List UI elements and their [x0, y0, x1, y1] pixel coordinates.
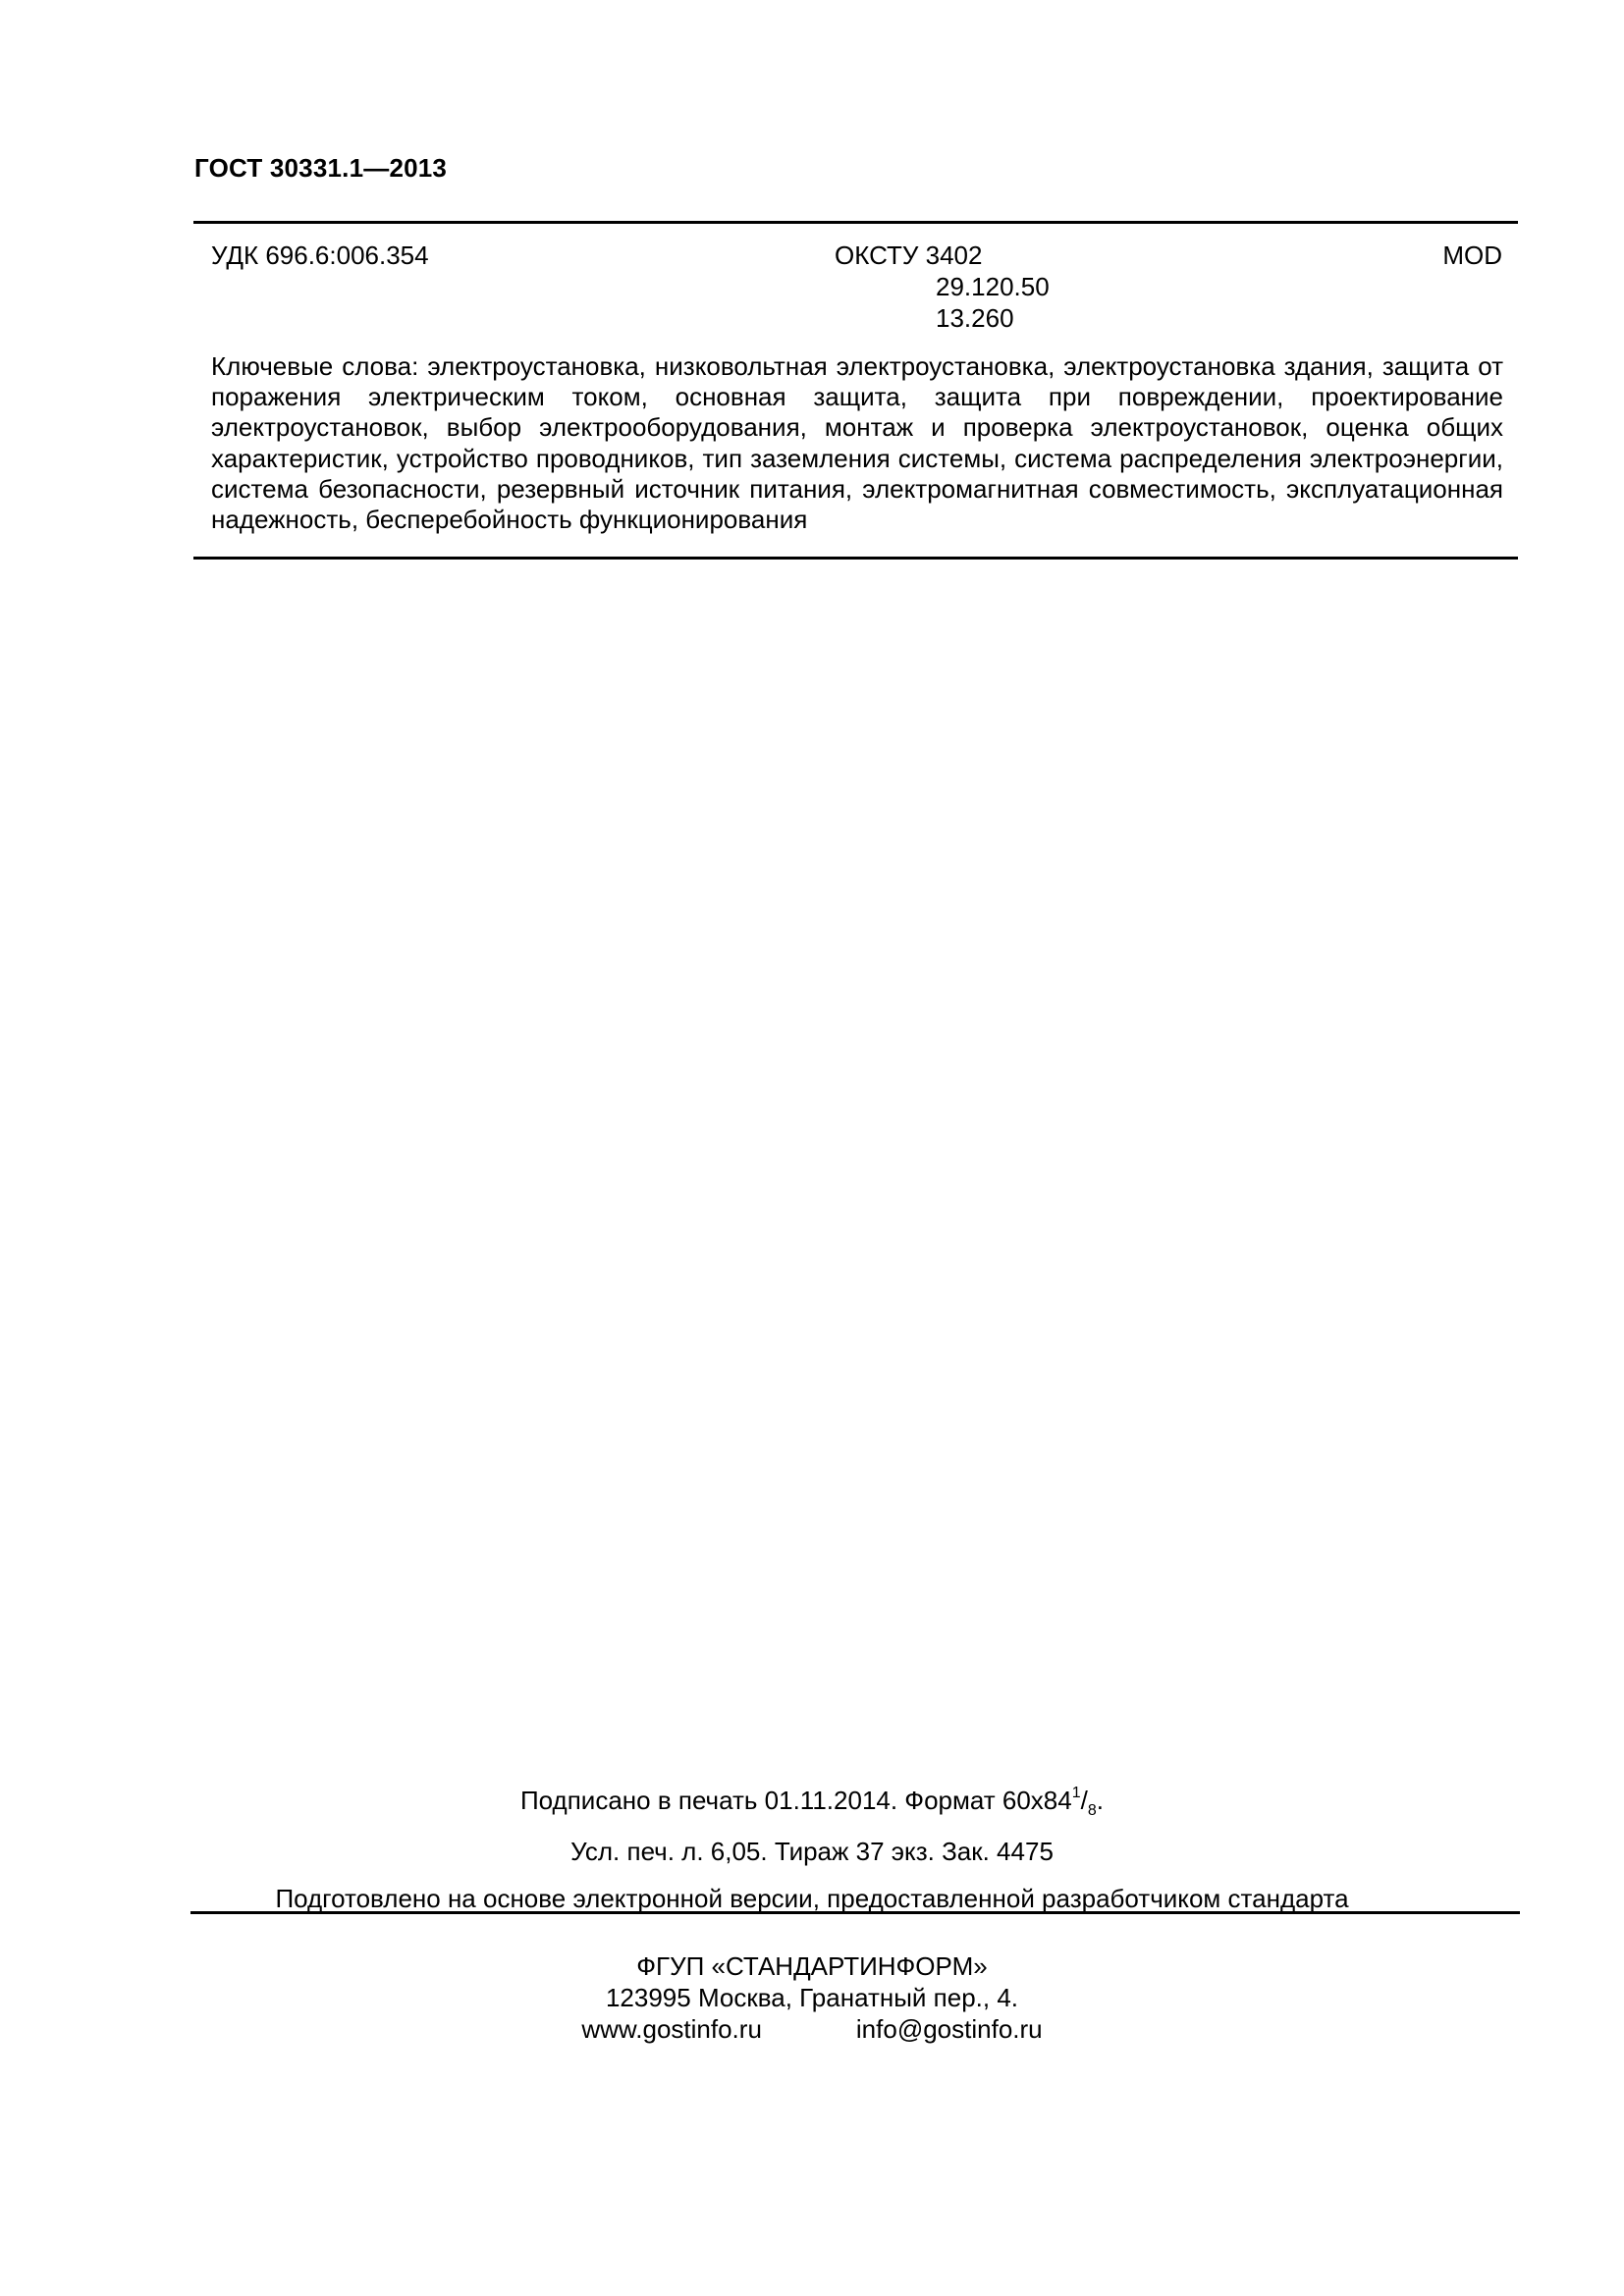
format-separator: /: [1080, 1786, 1088, 1815]
publisher-address: 123995 Москва, Гранатный пер., 4.: [605, 1983, 1019, 2012]
oksty-code: 29.120.50: [936, 272, 1050, 301]
format-denominator: 8: [1087, 1802, 1097, 1819]
signed-for-print-line: [0, 1785, 1624, 1819]
keywords-bottom-divider: [193, 557, 1518, 560]
prepared-note: Подготовлено на основе электронной версии, предоставленной разработчиком стандарта: [275, 1884, 1349, 1913]
email-link[interactable]: info@gostinfo.ru: [855, 2014, 1043, 2044]
signed-for-print-suffix: .: [1096, 1786, 1105, 1815]
oksty-block: [835, 240, 1050, 334]
publisher-name: ФГУП «СТАНДАРТИНФОРМ»: [636, 1951, 988, 1981]
format-fraction: [1071, 1785, 1097, 1819]
website-link[interactable]: www.gostinfo.ru: [581, 2014, 762, 2044]
top-divider: [193, 221, 1518, 224]
oksty-label: ОКСТУ 3402: [835, 240, 983, 270]
footer-divider: [190, 1911, 1520, 1914]
format-numerator: 1: [1071, 1785, 1081, 1801]
oksty-code: 13.260: [936, 303, 1014, 333]
mod-designation: MOD: [1442, 240, 1502, 270]
standard-number: ГОСТ 30331.1—2013: [194, 153, 448, 183]
signed-for-print-text: Подписано в печать 01.11.2014. Формат 60x84: [519, 1786, 1072, 1815]
udk-code: УДК 696.6:006.354: [211, 240, 429, 270]
print-info-line: Усл. печ. л. 6,05. Тираж 37 экз. Зак. 4475: [570, 1837, 1054, 1866]
publisher-contacts: [0, 2013, 1624, 2045]
keywords-paragraph: Ключевые слова: электроустановка, низковольтная электроустановка, электроустановка здания, защита от поражения электрическим током, основная защита, защита при повреждении, проектирование электроустановок, выбор электрооборудования, монтаж и проверка электроустановок, оценка общих характеристик, устройство проводников, тип заземления системы, система распределения электроэнергии, система безопасности, резервный источник питания, электромагнитная совместимость, эксплуатационная надежность, бесперебойность функционирования: [211, 351, 1503, 535]
